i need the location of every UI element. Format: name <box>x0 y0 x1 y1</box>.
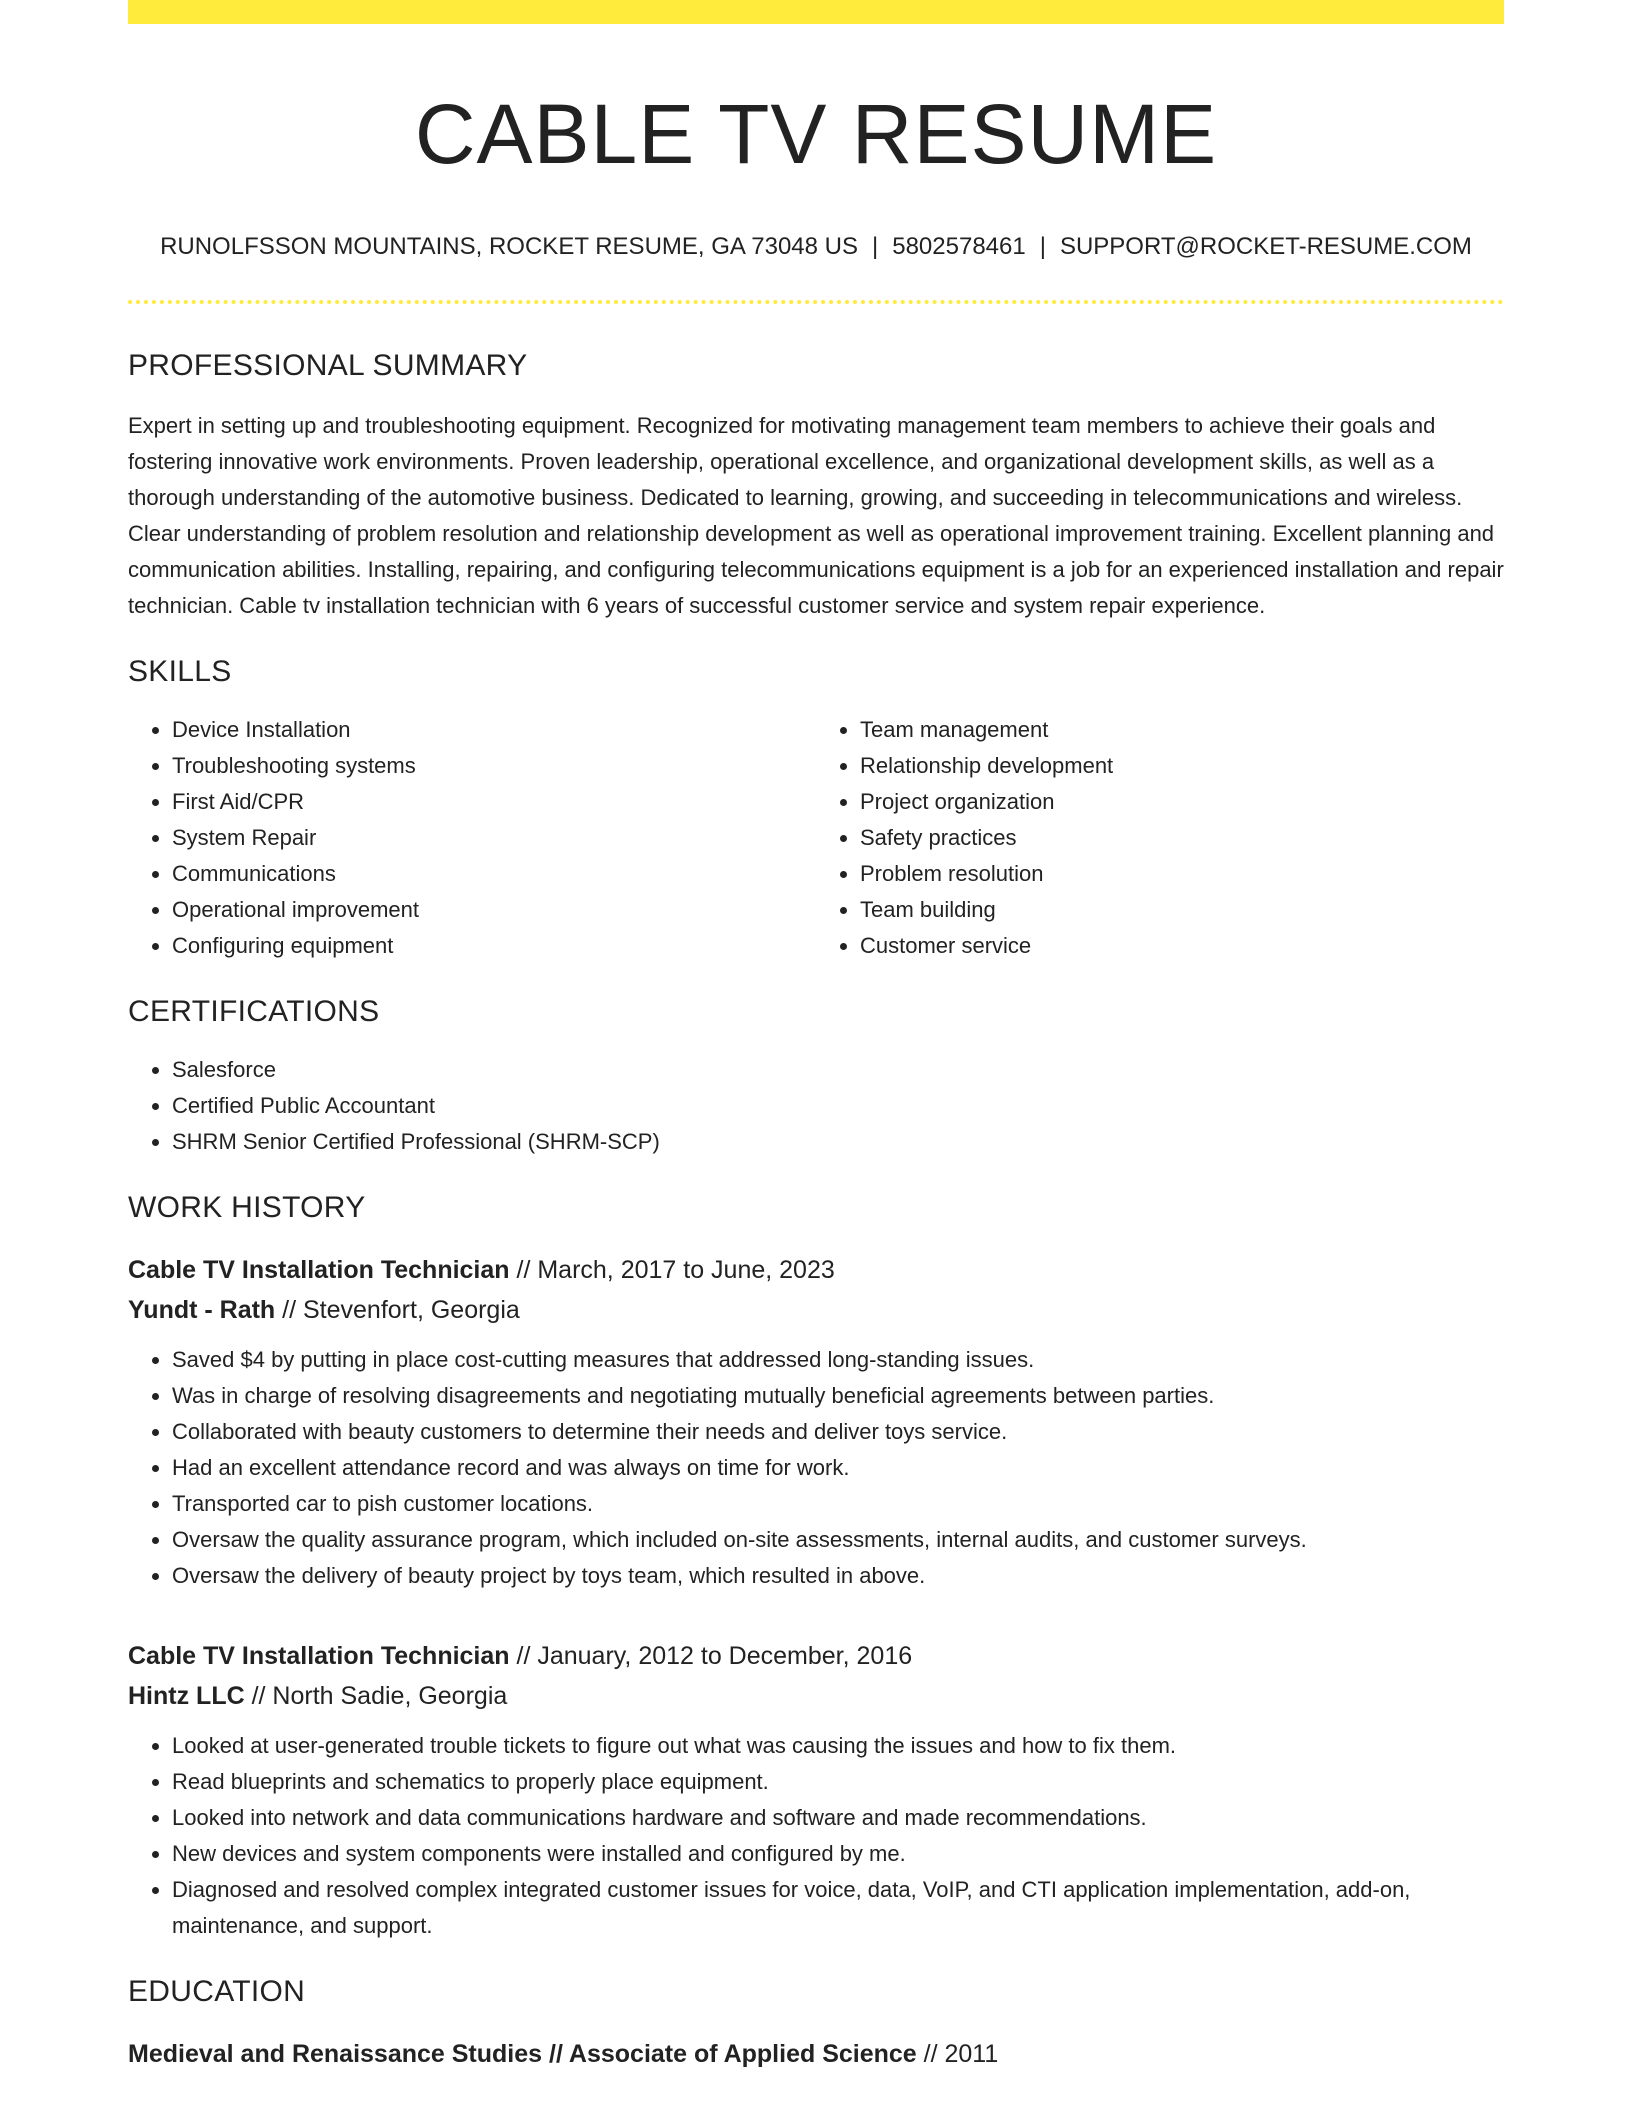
job-bullet: • Diagnosed and resolved complex integrated customer issues for voice, data, VoIP, and CTI application implementation, add-on, maintenance, and support. <box>172 1872 1504 1944</box>
skill-item: • Safety practices <box>860 820 1504 856</box>
certifications-heading: CERTIFICATIONS <box>128 995 380 1028</box>
job-bullets <box>128 1728 1504 1944</box>
job-bullet: • Had an excellent attendance record and was always on time for work. <box>172 1450 1504 1486</box>
phone: 5802578461 <box>892 233 1026 260</box>
skill-item: • Project organization <box>860 784 1504 820</box>
summary-text: Expert in setting up and troubleshooting equipment. Recognized for motivating management team members to achieve their goals and fostering innovative work environments. Proven leadership, operational excellence, and organizational development skills, as well as a thorough understanding of the automotive business. Dedicated to learning, growing, and succeeding in telecommunications and wireless. Clear understanding of problem resolution and relationship development as well as operational improvement training. Excellent planning and communication abilities. Installing, repairing, and configuring telecommunications equipment is a job for an experienced installation and repair technician. Cable tv installation technician with 6 years of successful customer service and system repair experience. <box>128 413 1504 618</box>
job-dates: // January, 2012 to December, 2016 <box>509 1642 913 1670</box>
skills-list-right <box>816 712 1504 964</box>
skills-list-left <box>128 712 816 964</box>
skill-item: • Device Installation <box>172 712 816 748</box>
job-location: // Stevenfort, Georgia <box>275 1296 520 1324</box>
job-bullet: • Read blueprints and schematics to properly place equipment. <box>172 1764 1504 1800</box>
job-company: Hintz LLC <box>128 1682 245 1710</box>
skill-item: • Troubleshooting systems <box>172 748 816 784</box>
job-bullet: • Looked at user-generated trouble tickets to figure out what was causing the issues and how to fix them. <box>172 1728 1504 1764</box>
summary-heading: PROFESSIONAL SUMMARY <box>128 349 528 382</box>
job-entry <box>128 1250 1504 1594</box>
contact-line <box>128 232 1504 262</box>
dotted-divider <box>128 300 1504 304</box>
skill-item: • Relationship development <box>860 748 1504 784</box>
job-bullet: • Saved $4 by putting in place cost-cutting measures that addressed long-standing issues. <box>172 1342 1504 1378</box>
contact-separator: | <box>872 233 879 260</box>
resume-page <box>128 0 1504 2112</box>
certification-item: • Certified Public Accountant <box>172 1088 1504 1124</box>
skill-item: • Problem resolution <box>860 856 1504 892</box>
skill-item: • First Aid/CPR <box>172 784 816 820</box>
job-bullets <box>128 1342 1504 1594</box>
job-entry <box>128 1636 1504 1944</box>
certifications-list <box>128 1052 1504 1160</box>
education-section <box>128 1974 1504 2074</box>
work-history-heading: WORK HISTORY <box>128 1191 366 1224</box>
email: SUPPORT@ROCKET-RESUME.COM <box>1059 233 1472 260</box>
job-title-line <box>128 1636 1504 1676</box>
work-history-section <box>128 1190 1504 1944</box>
job-location: // North Sadie, Georgia <box>244 1682 508 1710</box>
job-bullet: • Oversaw the delivery of beauty project by toys team, which resulted in above. <box>172 1558 1504 1594</box>
skill-item: • System Repair <box>172 820 816 856</box>
job-bullet: • Was in charge of resolving disagreements and negotiating mutually beneficial agreements between parties. <box>172 1378 1504 1414</box>
job-title: Cable TV Installation Technician <box>128 1256 510 1284</box>
job-company-line <box>128 1290 1504 1330</box>
skill-item: • Customer service <box>860 928 1504 964</box>
job-title: Cable TV Installation Technician <box>128 1642 510 1670</box>
job-company-line <box>128 1676 1504 1716</box>
skill-item: • Team management <box>860 712 1504 748</box>
job-dates: // March, 2017 to June, 2023 <box>509 1256 835 1284</box>
education-degree: Medieval and Renaissance Studies // Associate of Applied Science <box>128 2040 917 2068</box>
job-bullet: • New devices and system components were installed and configured by me. <box>172 1836 1504 1872</box>
address: RUNOLFSSON MOUNTAINS, ROCKET RESUME, GA 73048 US <box>160 233 858 260</box>
top-accent-bar <box>128 0 1504 24</box>
certification-item: • Salesforce <box>172 1052 1504 1088</box>
certifications-section <box>128 994 1504 1160</box>
education-year: // 2011 <box>916 2040 999 2068</box>
job-bullet: • Transported car to pish customer locations. <box>172 1486 1504 1522</box>
job-bullet: • Oversaw the quality assurance program, which included on-site assessments, internal audits, and customer surveys. <box>172 1522 1504 1558</box>
skill-item: • Configuring equipment <box>172 928 816 964</box>
skills-heading: SKILLS <box>128 655 232 688</box>
contact-separator: | <box>1039 233 1046 260</box>
skill-item: • Communications <box>172 856 816 892</box>
education-heading: EDUCATION <box>128 1975 306 2008</box>
skill-item: • Team building <box>860 892 1504 928</box>
skills-section <box>128 654 1504 964</box>
skills-grid <box>128 712 1504 964</box>
education-entry <box>128 2034 1504 2074</box>
job-bullet: • Collaborated with beauty customers to determine their needs and deliver toys service. <box>172 1414 1504 1450</box>
certification-item: • SHRM Senior Certified Professional (SHRM-SCP) <box>172 1124 1504 1160</box>
job-title-line <box>128 1250 1504 1290</box>
job-bullet: • Looked into network and data communications hardware and software and made recommendations. <box>172 1800 1504 1836</box>
skill-item: • Operational improvement <box>172 892 816 928</box>
job-company: Yundt - Rath <box>128 1296 276 1324</box>
summary-section <box>128 348 1504 624</box>
page-title: CABLE TV RESUME <box>414 87 1218 181</box>
